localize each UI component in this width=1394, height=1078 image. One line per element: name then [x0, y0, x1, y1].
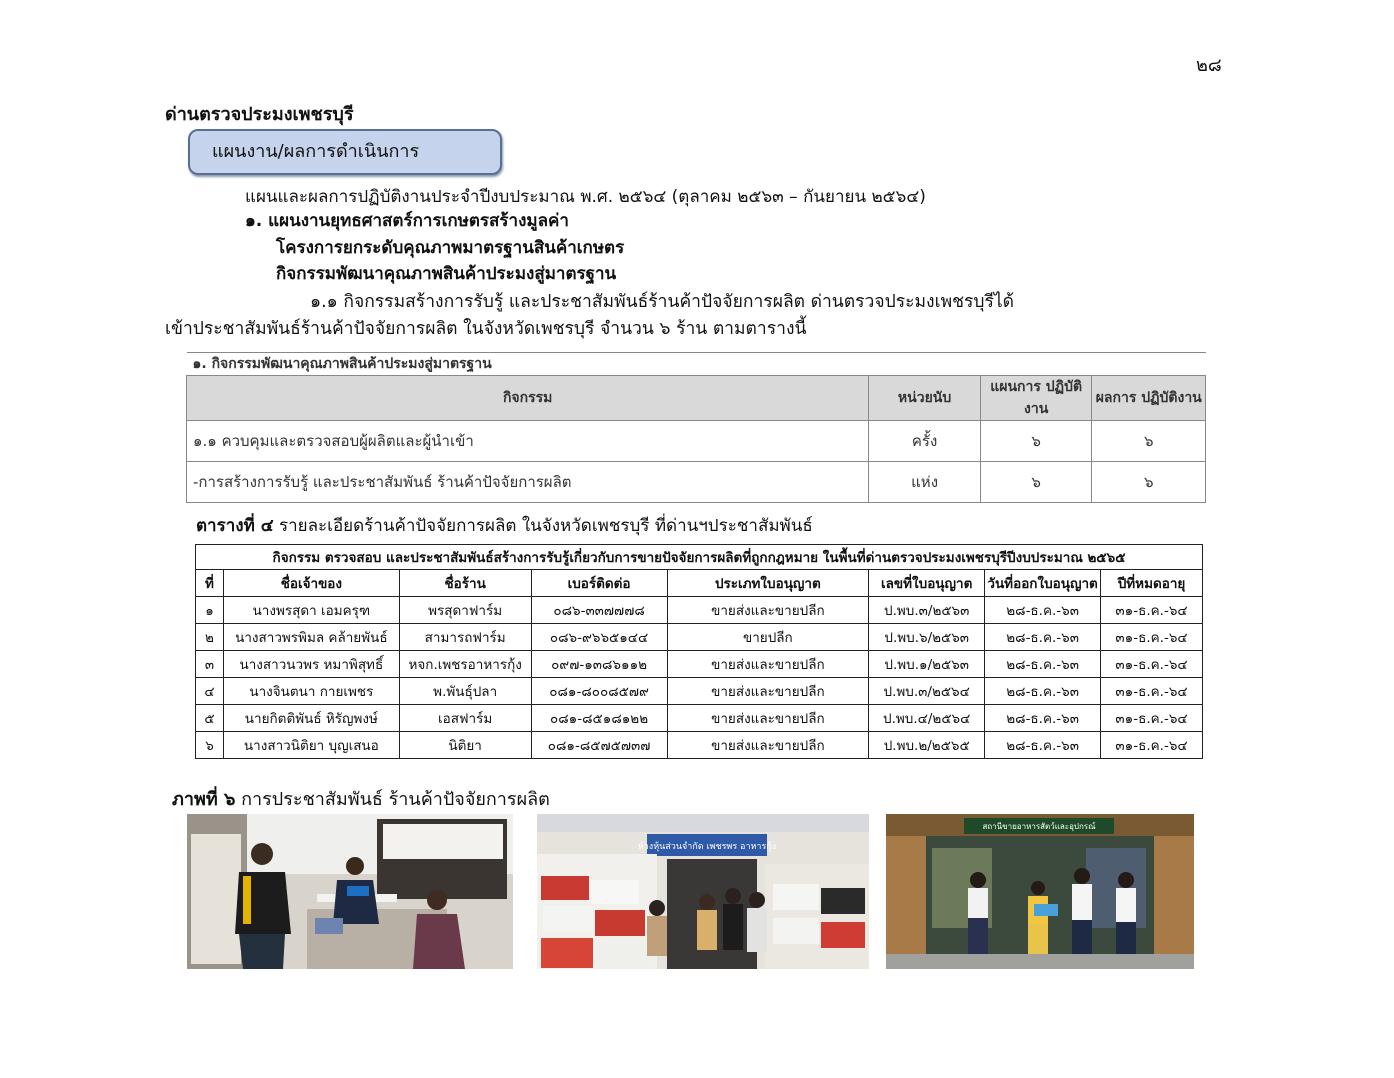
cell-activity: -การสร้างการรับรู้ และประชาสัมพันธ์ ร้านค้าปัจจัยการผลิต: [187, 462, 869, 503]
cell-issue-date: ๒๘-ธ.ค.-๖๓: [985, 678, 1101, 705]
table-row: [196, 678, 1203, 705]
cell-phone: ๐๘๖-๓๓๗๗๗๘: [531, 597, 667, 624]
header-shop: ชื่อร้าน: [399, 570, 531, 597]
figure-caption: [172, 784, 550, 813]
cell-shop: สามารถฟาร์ม: [399, 624, 531, 651]
cell-plan: ๖: [980, 462, 1092, 503]
cell-plan: ๖: [980, 421, 1092, 462]
cell-unit: ครั้ง: [869, 421, 981, 462]
figure-caption-text: การประชาสัมพันธ์ ร้านค้าปัจจัยการผลิต: [235, 789, 550, 810]
table-section-row: [187, 353, 1206, 376]
cell-unit: แห่ง: [869, 462, 981, 503]
table-row: [196, 597, 1203, 624]
table-header-row: [187, 376, 1206, 421]
table4-caption-text: รายละเอียดร้านค้าปัจจัยการผลิต ในจังหวัดเพชรบุรี ที่ด่านฯประชาสัมพันธ์: [273, 516, 813, 536]
plan-results-box: แผนงาน/ผลการดำเนินการ: [188, 129, 502, 175]
paragraph-line-2: เข้าประชาสัมพันธ์ร้านค้าปัจจัยการผลิต ในจังหวัดเพชรบุรี จำนวน ๖ ร้าน ตามตารางนี้: [165, 319, 807, 339]
header-plan: แผนการ ปฏิบัติงาน: [980, 376, 1092, 421]
header-expiry: ปีที่หมดอายุ: [1101, 570, 1203, 597]
cell-license-type: ขายปลีก: [667, 624, 869, 651]
shop-table-caption: กิจกรรม ตรวจสอบ และประชาสัมพันธ์สร้างการรับรู้เกี่ยวกับการขายปัจจัยการผลิตที่ถูกกฎหมาย ในพื้นที่ด่านตรวจประมงเพชรบุรีปีงบประมาณ ๒๕๖๕: [196, 545, 1203, 570]
header-issue-date: วันที่ออกใบอนุญาต: [985, 570, 1101, 597]
header-phone: เบอร์ติดต่อ: [531, 570, 667, 597]
cell-no: ๓: [196, 651, 224, 678]
cell-phone: ๐๙๗-๑๓๘๖๑๑๒: [531, 651, 667, 678]
cell-no: ๕: [196, 705, 224, 732]
cell-phone: ๐๘๑-๘๕๑๘๑๒๒: [531, 705, 667, 732]
cell-license-no: ป.พบ.๓/๒๕๖๓: [869, 597, 985, 624]
table-row: [196, 705, 1203, 732]
header-license-no: เลขที่ใบอนุญาต: [869, 570, 985, 597]
cell-license-no: ป.พบ.๓/๒๕๖๔: [869, 678, 985, 705]
shop-sign-text: สถานีขายอาหารสัตว์และอุปกรณ์: [982, 822, 1096, 831]
cell-phone: ๐๘๖-๙๖๖๕๑๔๔: [531, 624, 667, 651]
cell-no: ๑: [196, 597, 224, 624]
project-heading: โครงการยกระดับคุณภาพมาตรฐานสินค้าเกษตร: [276, 238, 625, 258]
table-row: [187, 421, 1206, 462]
cell-no: ๔: [196, 678, 224, 705]
header-owner: ชื่อเจ้าของ: [223, 570, 399, 597]
header-no: ที่: [196, 570, 224, 597]
cell-phone: ๐๘๑-๘๕๗๕๗๓๗: [531, 732, 667, 759]
cell-issue-date: ๒๘-ธ.ค.-๖๓: [985, 732, 1101, 759]
header-unit: หน่วยนับ: [869, 376, 981, 421]
cell-issue-date: ๒๘-ธ.ค.-๖๓: [985, 651, 1101, 678]
cell-license-type: ขายส่งและขายปลีก: [667, 651, 869, 678]
cell-license-no: ป.พบ.๑/๒๕๖๓: [869, 651, 985, 678]
cell-owner: นายกิตติพันธ์ หิรัญพงษ์: [223, 705, 399, 732]
cell-license-no: ป.พบ.๖/๒๕๖๓: [869, 624, 985, 651]
paragraph-line-1: ๑.๑ กิจกรรมสร้างการรับรู้ และประชาสัมพันธ์ร้านค้าปัจจัยการผลิต ด่านตรวจประมงเพชรบุรีได้: [310, 292, 1015, 312]
header-result: ผลการ ปฏิบัติงาน: [1092, 376, 1206, 421]
cell-expiry: ๓๑-ธ.ค.-๖๔: [1101, 651, 1203, 678]
section-title: ๑. กิจกรรมพัฒนาคุณภาพสินค้าประมงสู่มาตรฐาน: [187, 353, 869, 376]
header-license-type: ประเภทใบอนุญาต: [667, 570, 869, 597]
cell-issue-date: ๒๘-ธ.ค.-๖๓: [985, 705, 1101, 732]
shop-table-header: [196, 570, 1203, 597]
table-row: [187, 462, 1206, 503]
cell-license-type: ขายส่งและขายปลีก: [667, 705, 869, 732]
cell-shop: เอสฟาร์ม: [399, 705, 531, 732]
photo-shop-visit-1: [187, 814, 513, 969]
cell-issue-date: ๒๘-ธ.ค.-๖๓: [985, 597, 1101, 624]
cell-expiry: ๓๑-ธ.ค.-๖๔: [1101, 732, 1203, 759]
plan-year-line: แผนและผลการปฏิบัติงานประจำปีงบประมาณ พ.ศ. ๒๕๖๔ (ตุลาคม ๒๕๖๓ – กันยายน ๒๕๖๔): [245, 187, 926, 207]
cell-shop: พ.พันธุ์ปลา: [399, 678, 531, 705]
cell-license-type: ขายส่งและขายปลีก: [667, 732, 869, 759]
cell-phone: ๐๘๑-๘๐๐๘๕๗๙: [531, 678, 667, 705]
cell-result: ๖: [1092, 421, 1206, 462]
cell-owner: นางจินตนา กายเพชร: [223, 678, 399, 705]
cell-license-no: ป.พบ.๒/๒๕๖๕: [869, 732, 985, 759]
shop-sign-text: ห้างหุ้นส่วนจำกัด เพชรพร อาหารกุ้ง: [637, 842, 777, 852]
cell-shop: พรสุดาฟาร์ม: [399, 597, 531, 624]
shop-detail-table: [195, 544, 1203, 759]
cell-activity: ๑.๑ ควบคุมและตรวจสอบผู้ผลิตและผู้นำเข้า: [187, 421, 869, 462]
office-title: ด่านตรวจประมงเพชรบุรี: [165, 104, 354, 125]
activity-summary-table: [186, 352, 1206, 503]
photo-shop-visit-2: [537, 814, 869, 969]
cell-shop: หจก.เพชรอาหารกุ้ง: [399, 651, 531, 678]
cell-license-type: ขายส่งและขายปลีก: [667, 678, 869, 705]
cell-owner: นางพรสุดา เอมครุฑ: [223, 597, 399, 624]
cell-no: ๒: [196, 624, 224, 651]
cell-expiry: ๓๑-ธ.ค.-๖๔: [1101, 624, 1203, 651]
cell-owner: นางสาวนิติยา บุญเสนอ: [223, 732, 399, 759]
cell-license-type: ขายส่งและขายปลีก: [667, 597, 869, 624]
photo-shop-visit-3: [886, 814, 1194, 969]
cell-no: ๖: [196, 732, 224, 759]
cell-owner: นางสาวพรพิมล คล้ายพันธ์: [223, 624, 399, 651]
activity-heading: กิจกรรมพัฒนาคุณภาพสินค้าประมงสู่มาตรฐาน: [276, 264, 617, 284]
table-row: [196, 624, 1203, 651]
cell-issue-date: ๒๘-ธ.ค.-๖๓: [985, 624, 1101, 651]
cell-shop: นิติยา: [399, 732, 531, 759]
cell-expiry: ๓๑-ธ.ค.-๖๔: [1101, 597, 1203, 624]
table4-caption-label: ตารางที่ ๔: [196, 516, 274, 536]
cell-owner: นางสาวนวพร หมาพิสุทธิ์: [223, 651, 399, 678]
table4-caption: [196, 512, 813, 539]
table-row: [196, 651, 1203, 678]
figure-caption-label: ภาพที่ ๖: [172, 789, 236, 810]
strategy-heading: ๑. แผนงานยุทธศาสตร์การเกษตรสร้างมูลค่า: [245, 211, 569, 231]
cell-expiry: ๓๑-ธ.ค.-๖๔: [1101, 678, 1203, 705]
page-number: ๒๘: [1196, 55, 1222, 76]
cell-expiry: ๓๑-ธ.ค.-๖๔: [1101, 705, 1203, 732]
table-row: [196, 732, 1203, 759]
header-activity: กิจกรรม: [187, 376, 869, 421]
cell-result: ๖: [1092, 462, 1206, 503]
cell-license-no: ป.พบ.๔/๒๕๖๔: [869, 705, 985, 732]
